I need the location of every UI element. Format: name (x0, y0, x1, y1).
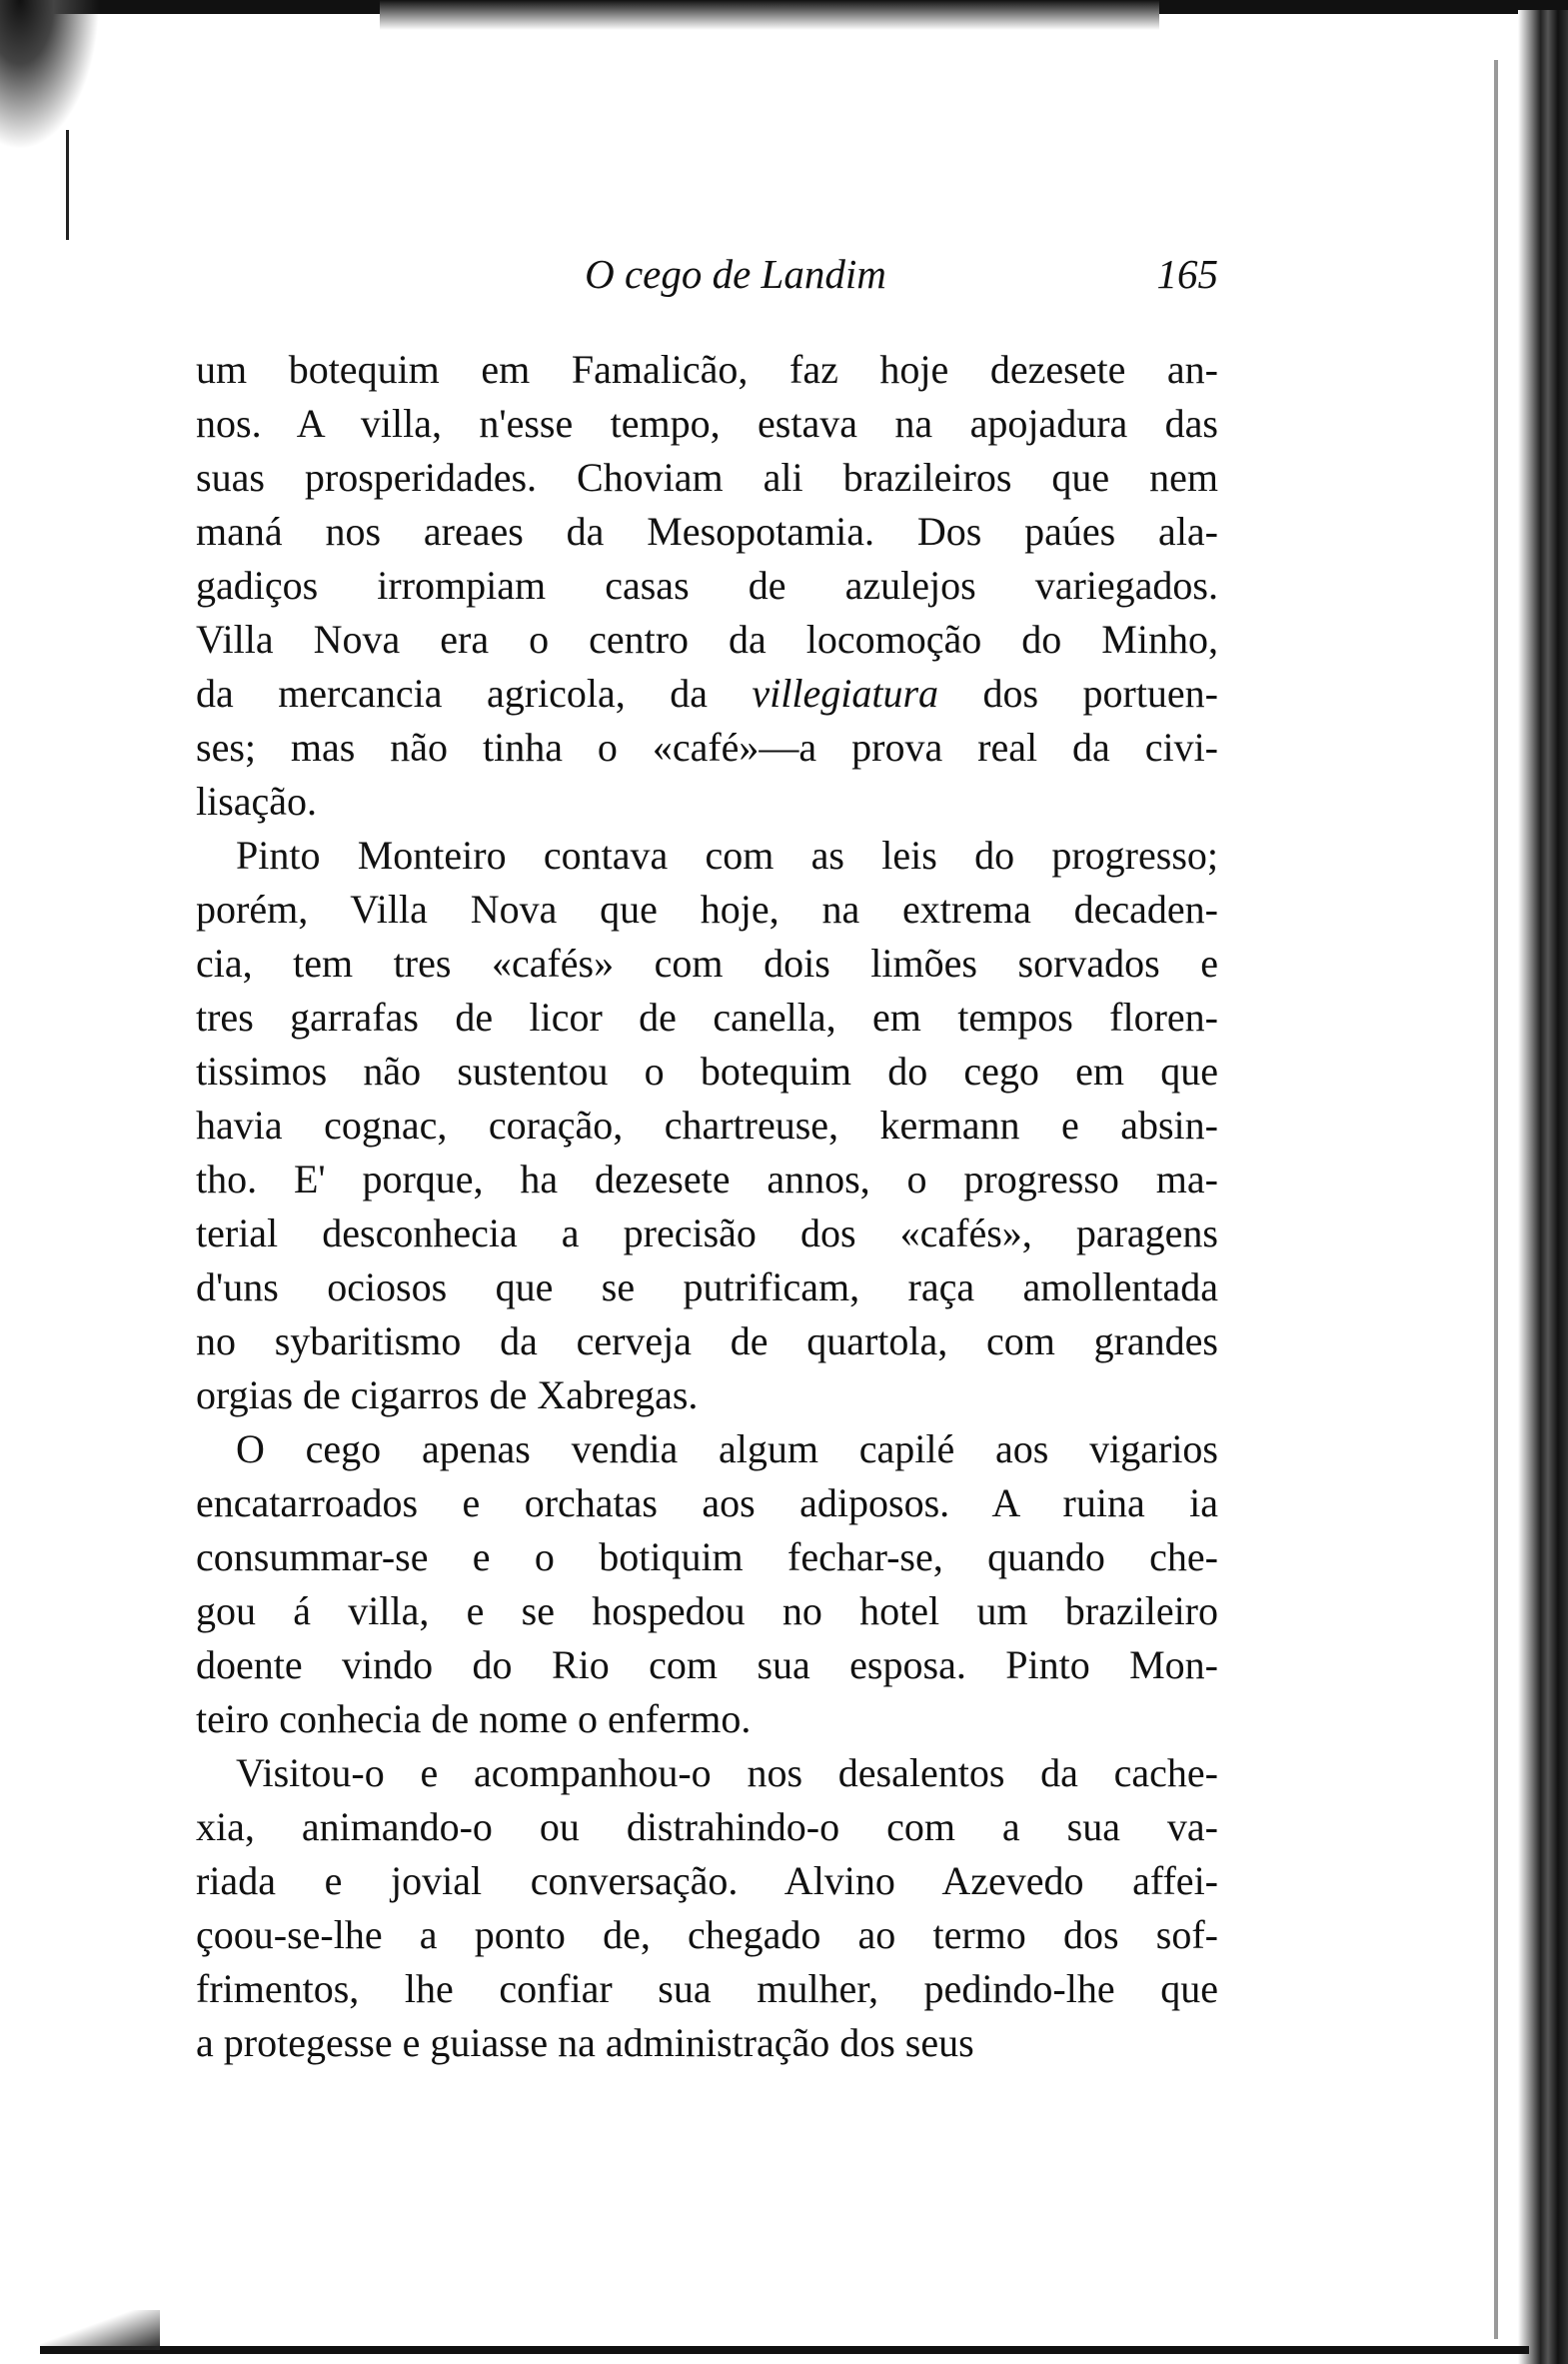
scan-edge-bottom (40, 2346, 1529, 2354)
text-line: lisação. (196, 779, 318, 824)
text-line: tissimos não sustentou o botequim do cego em que (196, 1049, 1218, 1094)
text-line: maná nos areaes da Mesopotamia. Dos paúes ala- (196, 509, 1218, 554)
paragraph (196, 1746, 1218, 2070)
paragraph (196, 343, 1218, 829)
scan-shadow-corner (0, 0, 100, 150)
text-line: nos. A villa, n'esse tempo, estava na apojadura das (196, 401, 1218, 446)
text-line: Villa Nova era o centro da locomoção do Minho, (196, 617, 1218, 662)
text-line: riada e jovial conversação. Alvino Azevedo affei- (196, 1858, 1218, 1903)
scan-shadow-bottom (40, 2310, 160, 2350)
text-line: consummar-se e o botiquim fechar-se, quando che- (196, 1534, 1218, 1579)
text-line: gadiços irrompiam casas de azulejos variegados. (196, 563, 1218, 608)
text-line: doente vindo do Rio com sua esposa. Pinto Mon- (196, 1642, 1218, 1687)
text-line: encatarroados e orchatas aos adiposos. A ruina ia (196, 1480, 1218, 1525)
text-line: da mercancia agricola, da villegiatura dos portuen- (196, 671, 1219, 716)
text-line: d'uns ociosos que se putrificam, raça amollentada (196, 1264, 1218, 1309)
body-text (196, 343, 1218, 2070)
paragraph (196, 829, 1218, 1422)
text-line: a protegesse e guiasse na administração dos seus (196, 2020, 974, 2065)
text-line: orgias de cigarros de Xabregas. (196, 1372, 699, 1417)
scan-edge-left (66, 130, 69, 240)
text-line: suas prosperidades. Choviam ali brazileiros que nem (196, 455, 1218, 500)
scan-shadow-top (380, 0, 1159, 30)
text-line: çoou-se-lhe a ponto de, chegado ao termo dos sof- (196, 1912, 1218, 1957)
text-line: Visitou-o e acompanhou-o nos desalentos da cache- (236, 1750, 1218, 1795)
text-line: havia cognac, coração, chartreuse, kermann e absin- (196, 1103, 1218, 1148)
text-line: tres garrafas de licor de canella, em tempos floren- (196, 995, 1218, 1040)
text-line: um botequim em Famalicão, faz hoje dezesete an- (196, 347, 1218, 392)
text-line: frimentos, lhe confiar sua mulher, pedindo-lhe que (196, 1966, 1218, 2011)
scan-edge-right (1518, 10, 1568, 2364)
italic-term: villegiatura (752, 671, 939, 716)
text-line: no sybaritismo da cerveja de quartola, com grandes (196, 1318, 1218, 1363)
text-line: terial desconhecia a precisão dos «cafés», paragens (196, 1210, 1218, 1255)
text-line: porém, Villa Nova que hoje, na extrema decaden- (196, 887, 1218, 932)
text-line: Pinto Monteiro contava com as leis do progresso; (236, 833, 1218, 878)
page-number: 165 (1156, 251, 1218, 297)
page-header (196, 250, 1218, 306)
text-line: xia, animando-o ou distrahindo-o com a sua va- (196, 1804, 1218, 1849)
running-title: O cego de Landim (585, 251, 886, 297)
text-line: gou á villa, e se hospedou no hotel um brazileiro (196, 1588, 1218, 1633)
text-line: cia, tem tres «cafés» com dois limões sorvados e (196, 941, 1218, 986)
text-line: O cego apenas vendia algum capilé aos vigarios (236, 1426, 1218, 1471)
text-line: ses; mas não tinha o «café»—a prova real da civi- (196, 725, 1218, 770)
paragraph (196, 1422, 1218, 1746)
text-line: tho. E' porque, ha dezesete annos, o progresso ma- (196, 1157, 1218, 1201)
text-line: teiro conhecia de nome o enfermo. (196, 1696, 752, 1741)
page-edge-line (1494, 60, 1498, 2339)
